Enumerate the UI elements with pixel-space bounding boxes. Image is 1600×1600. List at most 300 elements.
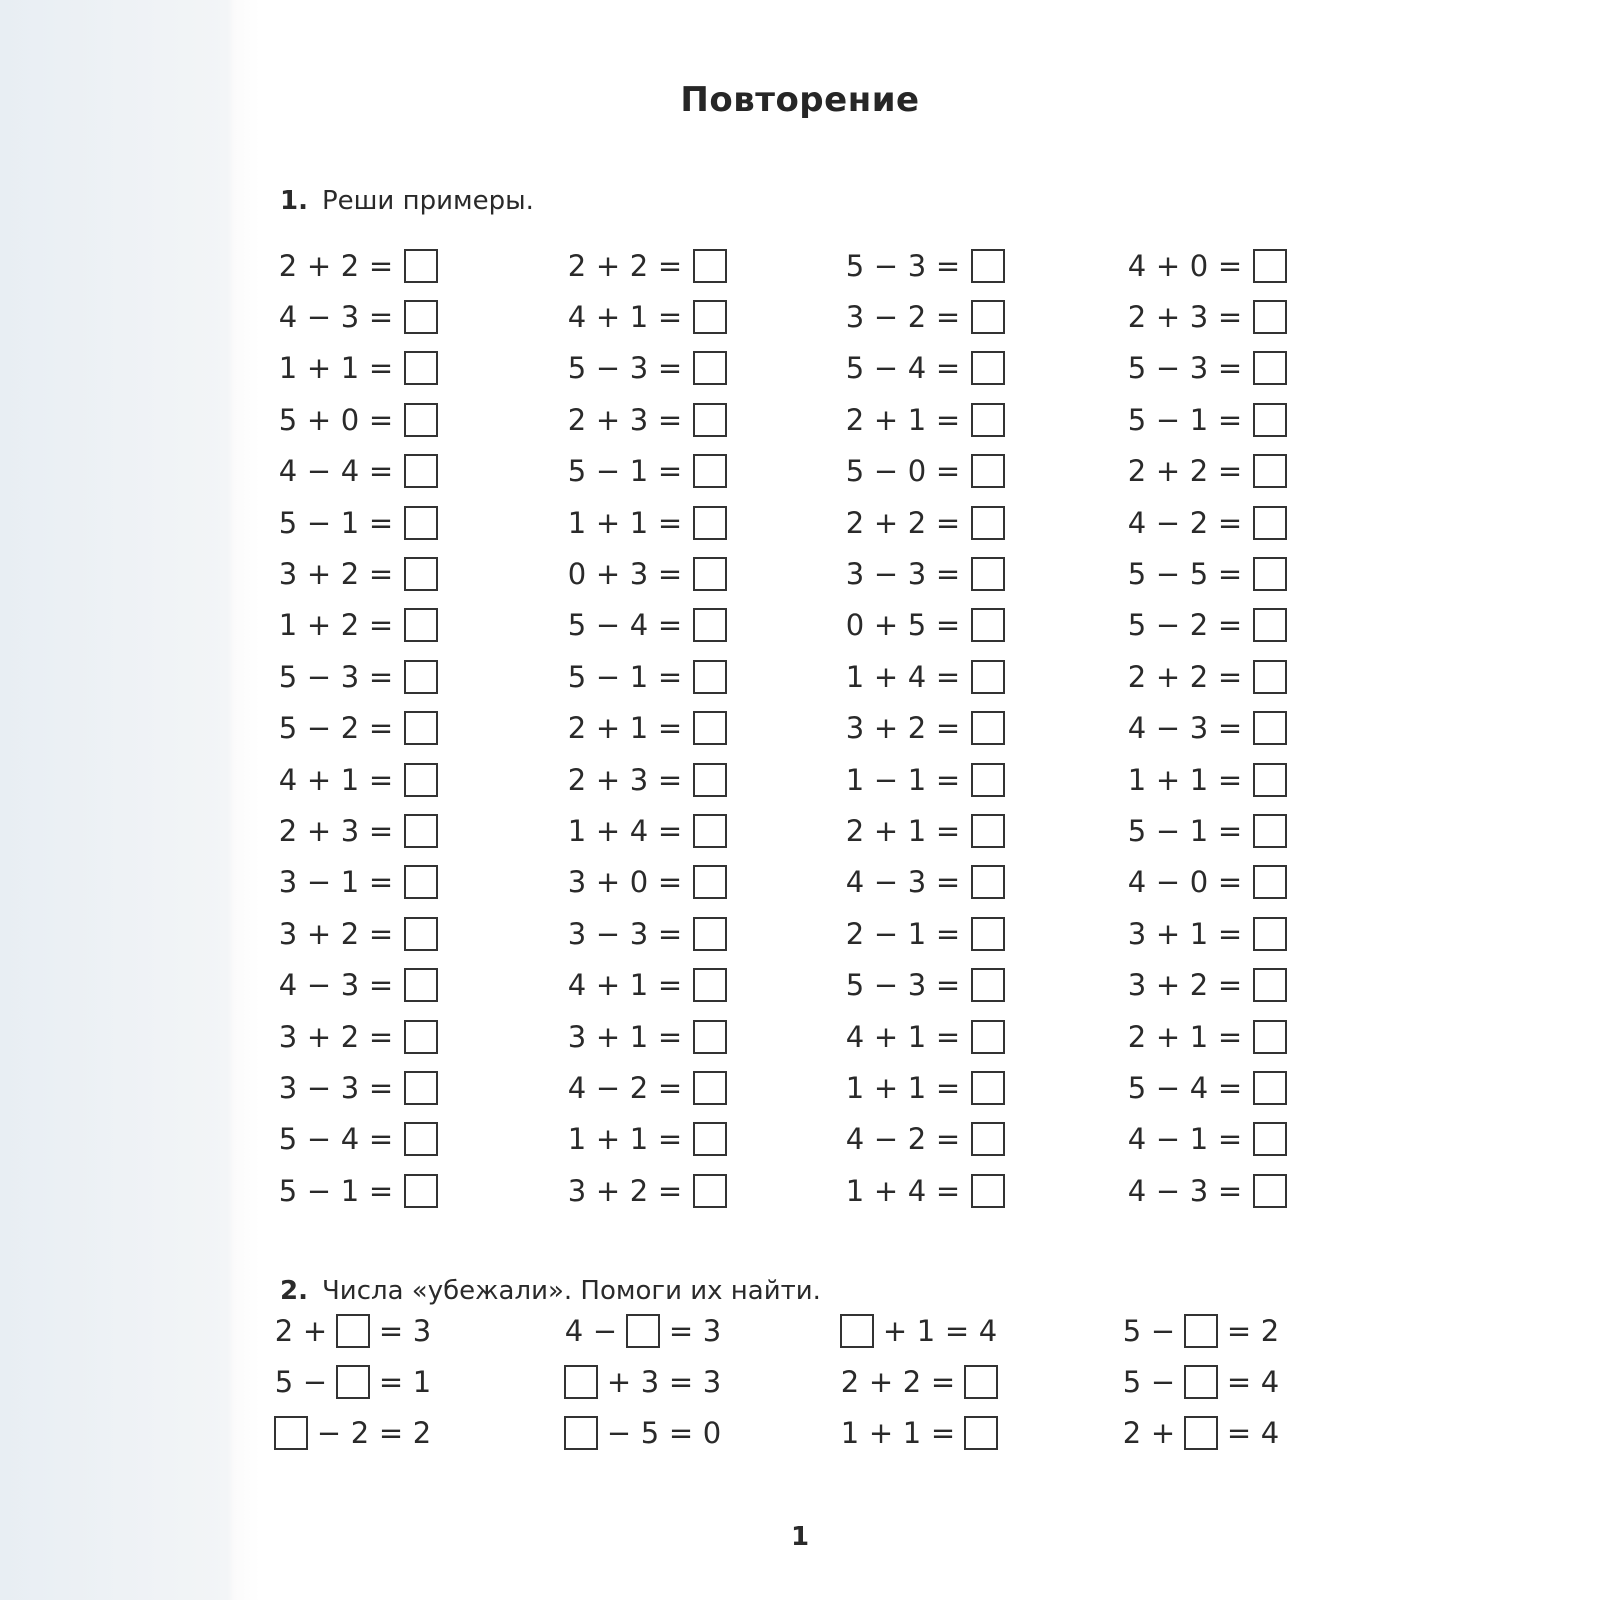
exercise-operand-b: 1 <box>907 916 927 951</box>
exercise-number: 2 <box>412 1415 432 1450</box>
exercise-operand-b: 4 <box>907 351 927 386</box>
exercise-operand-a: 1 <box>1127 762 1147 797</box>
exercise-operand-a: 5 <box>278 1122 298 1157</box>
exercise-operator: + <box>595 813 621 848</box>
exercise-row <box>565 446 825 497</box>
exercise-operator: − <box>873 454 899 489</box>
exercise-operand-b: 5 <box>1189 557 1209 592</box>
answer-box[interactable] <box>1253 1071 1287 1105</box>
exercise-operator: − <box>595 1070 621 1105</box>
exercise-equals: = <box>657 711 683 746</box>
answer-box[interactable] <box>971 300 1005 334</box>
answer-box[interactable] <box>404 763 438 797</box>
exercise-row <box>843 1011 1103 1062</box>
exercise-operator: − <box>595 351 621 386</box>
exercise-row <box>1125 343 1385 394</box>
exercise-operand-b: 4 <box>1189 1070 1209 1105</box>
missing-number-box[interactable] <box>274 1416 308 1450</box>
answer-box[interactable] <box>971 1122 1005 1156</box>
exercise-operand-b: 1 <box>629 1122 649 1157</box>
exercise-operand-b: 3 <box>629 557 649 592</box>
exercise-operator: − <box>1155 505 1181 540</box>
answer-box[interactable] <box>693 711 727 745</box>
answer-box[interactable] <box>971 1020 1005 1054</box>
exercise-operand-a: 4 <box>567 300 587 335</box>
exercise-operand-b: 0 <box>340 402 360 437</box>
exercise-equals: = <box>935 454 961 489</box>
answer-box[interactable] <box>404 557 438 591</box>
answer-box[interactable] <box>693 814 727 848</box>
exercise-operator: + <box>873 711 899 746</box>
answer-box[interactable] <box>971 814 1005 848</box>
missing-number-box[interactable] <box>1184 1416 1218 1450</box>
answer-box[interactable] <box>971 1174 1005 1208</box>
exercise-operand-a: 1 <box>567 505 587 540</box>
exercise-row <box>843 343 1103 394</box>
exercise-operand-b: 1 <box>340 351 360 386</box>
exercise-operand-b: 3 <box>1189 711 1209 746</box>
answer-box[interactable] <box>404 865 438 899</box>
exercise-operator: + <box>595 1173 621 1208</box>
exercise-operand-b: 2 <box>629 1173 649 1208</box>
exercise-operand-a: 3 <box>278 1019 298 1054</box>
answer-box[interactable] <box>404 968 438 1002</box>
exercise-operator: − <box>1155 813 1181 848</box>
exercise-operand-b: 2 <box>1189 454 1209 489</box>
exercise-row <box>276 343 536 394</box>
exercise-operand-a: 2 <box>845 916 865 951</box>
answer-box[interactable] <box>1253 351 1287 385</box>
exercise-operator: + <box>873 1173 899 1208</box>
exercise-operator: + <box>306 248 332 283</box>
missing-number-box[interactable] <box>564 1365 598 1399</box>
exercise-operator: − <box>1155 351 1181 386</box>
exercise-number: 2 <box>902 1364 922 1399</box>
exercise-row <box>843 908 1103 959</box>
exercise-operand-a: 3 <box>278 865 298 900</box>
exercise-operator: + <box>306 813 332 848</box>
task-1-number: 1. <box>280 186 308 216</box>
exercise-equals: = <box>657 300 683 335</box>
task-2-column <box>838 1305 1098 1458</box>
exercise-operator: + <box>606 1364 632 1399</box>
exercise-row <box>276 908 536 959</box>
exercise-operator: + <box>595 865 621 900</box>
exercise-operand-a: 3 <box>278 557 298 592</box>
exercise-operand-b: 2 <box>340 248 360 283</box>
exercise-operand-b: 1 <box>1189 402 1209 437</box>
answer-box[interactable] <box>1253 660 1287 694</box>
missing-number-box[interactable] <box>1184 1314 1218 1348</box>
exercise-operand-b: 3 <box>1189 351 1209 386</box>
exercise-number: 4 <box>978 1313 998 1348</box>
exercise-operand-a: 2 <box>1127 659 1147 694</box>
exercise-number: 5 <box>1122 1364 1142 1399</box>
exercise-equals: = <box>378 1313 404 1348</box>
exercise-equals: = <box>668 1313 694 1348</box>
answer-box[interactable] <box>693 506 727 540</box>
missing-number-row <box>562 1407 822 1458</box>
answer-box[interactable] <box>404 506 438 540</box>
missing-number-row <box>838 1407 1098 1458</box>
exercise-equals: = <box>657 248 683 283</box>
missing-number-box[interactable] <box>626 1314 660 1348</box>
exercise-number: 2 <box>350 1415 370 1450</box>
exercise-operand-b: 3 <box>629 402 649 437</box>
exercise-row <box>565 857 825 908</box>
exercise-equals: = <box>1217 865 1243 900</box>
exercise-operand-a: 2 <box>1127 300 1147 335</box>
answer-box[interactable] <box>693 917 727 951</box>
answer-box[interactable] <box>971 351 1005 385</box>
exercise-operator: − <box>1155 1070 1181 1105</box>
missing-number-row <box>1120 1356 1380 1407</box>
answer-box[interactable] <box>1253 557 1287 591</box>
exercise-operator: − <box>873 762 899 797</box>
answer-box[interactable] <box>404 1071 438 1105</box>
exercise-number: 5 <box>274 1364 294 1399</box>
exercise-operand-a: 5 <box>278 711 298 746</box>
exercise-operator: − <box>592 1313 618 1348</box>
exercise-operand-b: 1 <box>629 1019 649 1054</box>
exercise-equals: = <box>935 711 961 746</box>
exercise-operand-b: 1 <box>340 762 360 797</box>
answer-box[interactable] <box>971 865 1005 899</box>
answer-box[interactable] <box>693 1071 727 1105</box>
exercise-operator: − <box>873 916 899 951</box>
exercise-number: 5 <box>640 1415 660 1450</box>
exercise-row <box>1125 497 1385 548</box>
answer-box[interactable] <box>404 1122 438 1156</box>
exercise-equals: = <box>1217 711 1243 746</box>
exercise-row <box>565 908 825 959</box>
answer-box[interactable] <box>971 917 1005 951</box>
answer-box[interactable] <box>971 711 1005 745</box>
answer-box[interactable] <box>1253 1020 1287 1054</box>
missing-number-box[interactable] <box>1184 1365 1218 1399</box>
answer-box[interactable] <box>404 1174 438 1208</box>
exercise-operand-a: 1 <box>278 608 298 643</box>
exercise-equals: = <box>657 454 683 489</box>
exercise-operand-a: 1 <box>278 351 298 386</box>
exercise-operator: + <box>868 1415 894 1450</box>
exercise-equals: = <box>368 762 394 797</box>
exercise-operand-b: 5 <box>907 608 927 643</box>
answer-box[interactable] <box>1253 1122 1287 1156</box>
exercise-operator: − <box>606 1415 632 1450</box>
exercise-operand-a: 4 <box>845 1019 865 1054</box>
exercise-operand-b: 4 <box>907 1173 927 1208</box>
exercise-operand-a: 2 <box>567 248 587 283</box>
exercise-row <box>843 703 1103 754</box>
exercise-operator: + <box>595 762 621 797</box>
answer-box[interactable] <box>404 1020 438 1054</box>
exercise-operator: − <box>1150 1364 1176 1399</box>
exercise-row <box>276 651 536 702</box>
exercise-operand-a: 5 <box>845 968 865 1003</box>
exercise-operator: + <box>595 505 621 540</box>
missing-number-box[interactable] <box>336 1314 370 1348</box>
answer-box[interactable] <box>693 351 727 385</box>
answer-box[interactable] <box>1253 506 1287 540</box>
exercise-operand-b: 1 <box>629 505 649 540</box>
exercise-equals: = <box>1217 762 1243 797</box>
exercise-operator: − <box>595 608 621 643</box>
exercise-operand-b: 3 <box>907 248 927 283</box>
missing-number-box[interactable] <box>840 1314 874 1348</box>
missing-number-row <box>1120 1305 1380 1356</box>
exercise-operator: + <box>306 762 332 797</box>
exercise-row <box>1125 240 1385 291</box>
exercise-equals: = <box>368 865 394 900</box>
answer-box[interactable] <box>693 608 727 642</box>
exercise-operator: + <box>1155 968 1181 1003</box>
exercise-equals: = <box>935 659 961 694</box>
task-1-column <box>565 240 825 1216</box>
exercise-number: 2 <box>1260 1313 1280 1348</box>
exercise-equals: = <box>1217 454 1243 489</box>
missing-number-row <box>272 1305 532 1356</box>
answer-box[interactable] <box>971 660 1005 694</box>
answer-box[interactable] <box>693 403 727 437</box>
answer-box[interactable] <box>404 608 438 642</box>
exercise-operand-b: 3 <box>340 813 360 848</box>
answer-box[interactable] <box>1253 814 1287 848</box>
answer-box[interactable] <box>404 917 438 951</box>
answer-box[interactable] <box>971 454 1005 488</box>
answer-box[interactable] <box>971 506 1005 540</box>
answer-box[interactable] <box>971 403 1005 437</box>
exercise-operator: + <box>595 248 621 283</box>
exercise-operand-a: 4 <box>278 762 298 797</box>
exercise-equals: = <box>657 762 683 797</box>
answer-box[interactable] <box>693 454 727 488</box>
answer-box[interactable] <box>404 454 438 488</box>
exercise-equals: = <box>1217 813 1243 848</box>
exercise-equals: = <box>1217 505 1243 540</box>
exercise-equals: = <box>935 916 961 951</box>
exercise-row <box>565 651 825 702</box>
exercise-operator: − <box>306 1122 332 1157</box>
answer-box[interactable] <box>693 660 727 694</box>
exercise-operator: + <box>873 402 899 437</box>
exercise-operand-a: 3 <box>845 300 865 335</box>
missing-number-box[interactable] <box>964 1365 998 1399</box>
exercise-operator: − <box>873 865 899 900</box>
exercise-row <box>565 1062 825 1113</box>
exercise-equals: = <box>1217 402 1243 437</box>
exercise-operand-b: 1 <box>629 711 649 746</box>
answer-box[interactable] <box>693 968 727 1002</box>
exercise-row <box>1125 1062 1385 1113</box>
exercise-row <box>1125 1165 1385 1216</box>
exercise-operand-b: 1 <box>1189 813 1209 848</box>
exercise-operand-b: 2 <box>1189 505 1209 540</box>
exercise-operator: + <box>306 916 332 951</box>
exercise-operand-a: 1 <box>845 659 865 694</box>
answer-box[interactable] <box>693 1174 727 1208</box>
answer-box[interactable] <box>1253 403 1287 437</box>
answer-box[interactable] <box>1253 917 1287 951</box>
exercise-row <box>276 754 536 805</box>
exercise-row <box>1125 959 1385 1010</box>
exercise-row <box>843 291 1103 342</box>
exercise-operand-b: 1 <box>907 1070 927 1105</box>
exercise-operand-b: 1 <box>340 1173 360 1208</box>
exercise-operand-a: 4 <box>278 454 298 489</box>
exercise-equals: = <box>368 813 394 848</box>
exercise-operand-a: 4 <box>567 1070 587 1105</box>
exercise-row <box>843 959 1103 1010</box>
exercise-equals: = <box>1217 1173 1243 1208</box>
exercise-equals: = <box>368 402 394 437</box>
exercise-operator: − <box>873 968 899 1003</box>
task-1-column <box>1125 240 1385 1216</box>
answer-box[interactable] <box>1253 865 1287 899</box>
answer-box[interactable] <box>1253 300 1287 334</box>
exercise-operand-b: 1 <box>907 1019 927 1054</box>
answer-box[interactable] <box>404 711 438 745</box>
exercise-row <box>565 1114 825 1165</box>
answer-box[interactable] <box>1253 454 1287 488</box>
answer-box[interactable] <box>971 608 1005 642</box>
exercise-operator: − <box>1155 1173 1181 1208</box>
exercise-row <box>276 1114 536 1165</box>
exercise-operator: − <box>873 557 899 592</box>
answer-box[interactable] <box>1253 1174 1287 1208</box>
exercise-row <box>843 1165 1103 1216</box>
exercise-operand-a: 4 <box>1127 711 1147 746</box>
answer-box[interactable] <box>971 249 1005 283</box>
answer-box[interactable] <box>1253 763 1287 797</box>
answer-box[interactable] <box>971 1071 1005 1105</box>
exercise-equals: = <box>1226 1313 1252 1348</box>
exercise-operator: + <box>1155 659 1181 694</box>
exercise-operand-a: 5 <box>1127 557 1147 592</box>
exercise-operator: − <box>1155 402 1181 437</box>
missing-number-row <box>562 1305 822 1356</box>
exercise-operand-b: 3 <box>907 968 927 1003</box>
answer-box[interactable] <box>693 865 727 899</box>
exercise-operand-b: 2 <box>1189 659 1209 694</box>
exercise-equals: = <box>1217 1122 1243 1157</box>
exercise-operand-a: 2 <box>567 402 587 437</box>
exercise-operand-a: 4 <box>845 1122 865 1157</box>
exercise-row <box>276 394 536 445</box>
answer-box[interactable] <box>1253 711 1287 745</box>
exercise-operator: − <box>306 968 332 1003</box>
exercise-operand-b: 1 <box>907 813 927 848</box>
exercise-operand-a: 1 <box>567 813 587 848</box>
exercise-equals: = <box>935 865 961 900</box>
exercise-operand-a: 5 <box>278 1173 298 1208</box>
answer-box[interactable] <box>693 763 727 797</box>
exercise-equals: = <box>657 505 683 540</box>
task-1-heading <box>280 186 534 216</box>
exercise-equals: = <box>657 402 683 437</box>
exercise-operand-b: 2 <box>1189 968 1209 1003</box>
answer-box[interactable] <box>1253 608 1287 642</box>
answer-box[interactable] <box>404 403 438 437</box>
exercise-equals: = <box>657 557 683 592</box>
exercise-operand-b: 2 <box>907 1122 927 1157</box>
exercise-operator: + <box>306 1019 332 1054</box>
exercise-equals: = <box>368 1070 394 1105</box>
exercise-operand-b: 2 <box>340 916 360 951</box>
answer-box[interactable] <box>1253 249 1287 283</box>
exercise-row <box>565 497 825 548</box>
answer-box[interactable] <box>693 1122 727 1156</box>
answer-box[interactable] <box>693 557 727 591</box>
answer-box[interactable] <box>404 351 438 385</box>
task-1-column <box>276 240 536 1216</box>
exercise-equals: = <box>1226 1364 1252 1399</box>
exercise-operand-a: 4 <box>1127 248 1147 283</box>
answer-box[interactable] <box>693 300 727 334</box>
exercise-operand-a: 5 <box>567 659 587 694</box>
exercise-operator: − <box>873 1122 899 1157</box>
answer-box[interactable] <box>1253 968 1287 1002</box>
task-2-column <box>1120 1305 1380 1458</box>
exercise-number: 1 <box>902 1415 922 1450</box>
exercise-operand-b: 2 <box>340 608 360 643</box>
exercise-operator: − <box>306 711 332 746</box>
answer-box[interactable] <box>404 660 438 694</box>
exercise-operator: + <box>882 1313 908 1348</box>
exercise-row <box>276 548 536 599</box>
answer-box[interactable] <box>404 300 438 334</box>
exercise-operand-a: 3 <box>567 1019 587 1054</box>
exercise-equals: = <box>935 762 961 797</box>
missing-number-box[interactable] <box>964 1416 998 1450</box>
answer-box[interactable] <box>971 968 1005 1002</box>
exercise-number: 4 <box>1260 1364 1280 1399</box>
exercise-number: 2 <box>840 1364 860 1399</box>
answer-box[interactable] <box>693 249 727 283</box>
exercise-operand-b: 1 <box>1189 1122 1209 1157</box>
missing-number-box[interactable] <box>564 1416 598 1450</box>
answer-box[interactable] <box>404 249 438 283</box>
exercise-operator: + <box>595 557 621 592</box>
exercise-equals: = <box>935 248 961 283</box>
answer-box[interactable] <box>971 763 1005 797</box>
exercise-row <box>1125 805 1385 856</box>
exercise-operator: + <box>873 608 899 643</box>
answer-box[interactable] <box>693 1020 727 1054</box>
exercise-operator: − <box>1155 608 1181 643</box>
exercise-operator: − <box>306 659 332 694</box>
exercise-operand-a: 3 <box>278 916 298 951</box>
exercise-operand-a: 3 <box>1127 968 1147 1003</box>
exercise-operator: − <box>316 1415 342 1450</box>
answer-box[interactable] <box>971 557 1005 591</box>
answer-box[interactable] <box>404 814 438 848</box>
missing-number-box[interactable] <box>336 1365 370 1399</box>
exercise-operator: − <box>595 454 621 489</box>
exercise-row <box>843 805 1103 856</box>
exercise-operand-b: 1 <box>629 300 649 335</box>
exercise-equals: = <box>378 1364 404 1399</box>
exercise-operator: − <box>306 1070 332 1105</box>
exercise-operand-b: 1 <box>907 762 927 797</box>
exercise-operand-b: 3 <box>629 351 649 386</box>
exercise-operator: − <box>595 659 621 694</box>
exercise-row <box>276 703 536 754</box>
exercise-operator: − <box>1150 1313 1176 1348</box>
exercise-operand-b: 3 <box>1189 300 1209 335</box>
exercise-operand-a: 5 <box>567 351 587 386</box>
exercise-operand-b: 0 <box>629 865 649 900</box>
